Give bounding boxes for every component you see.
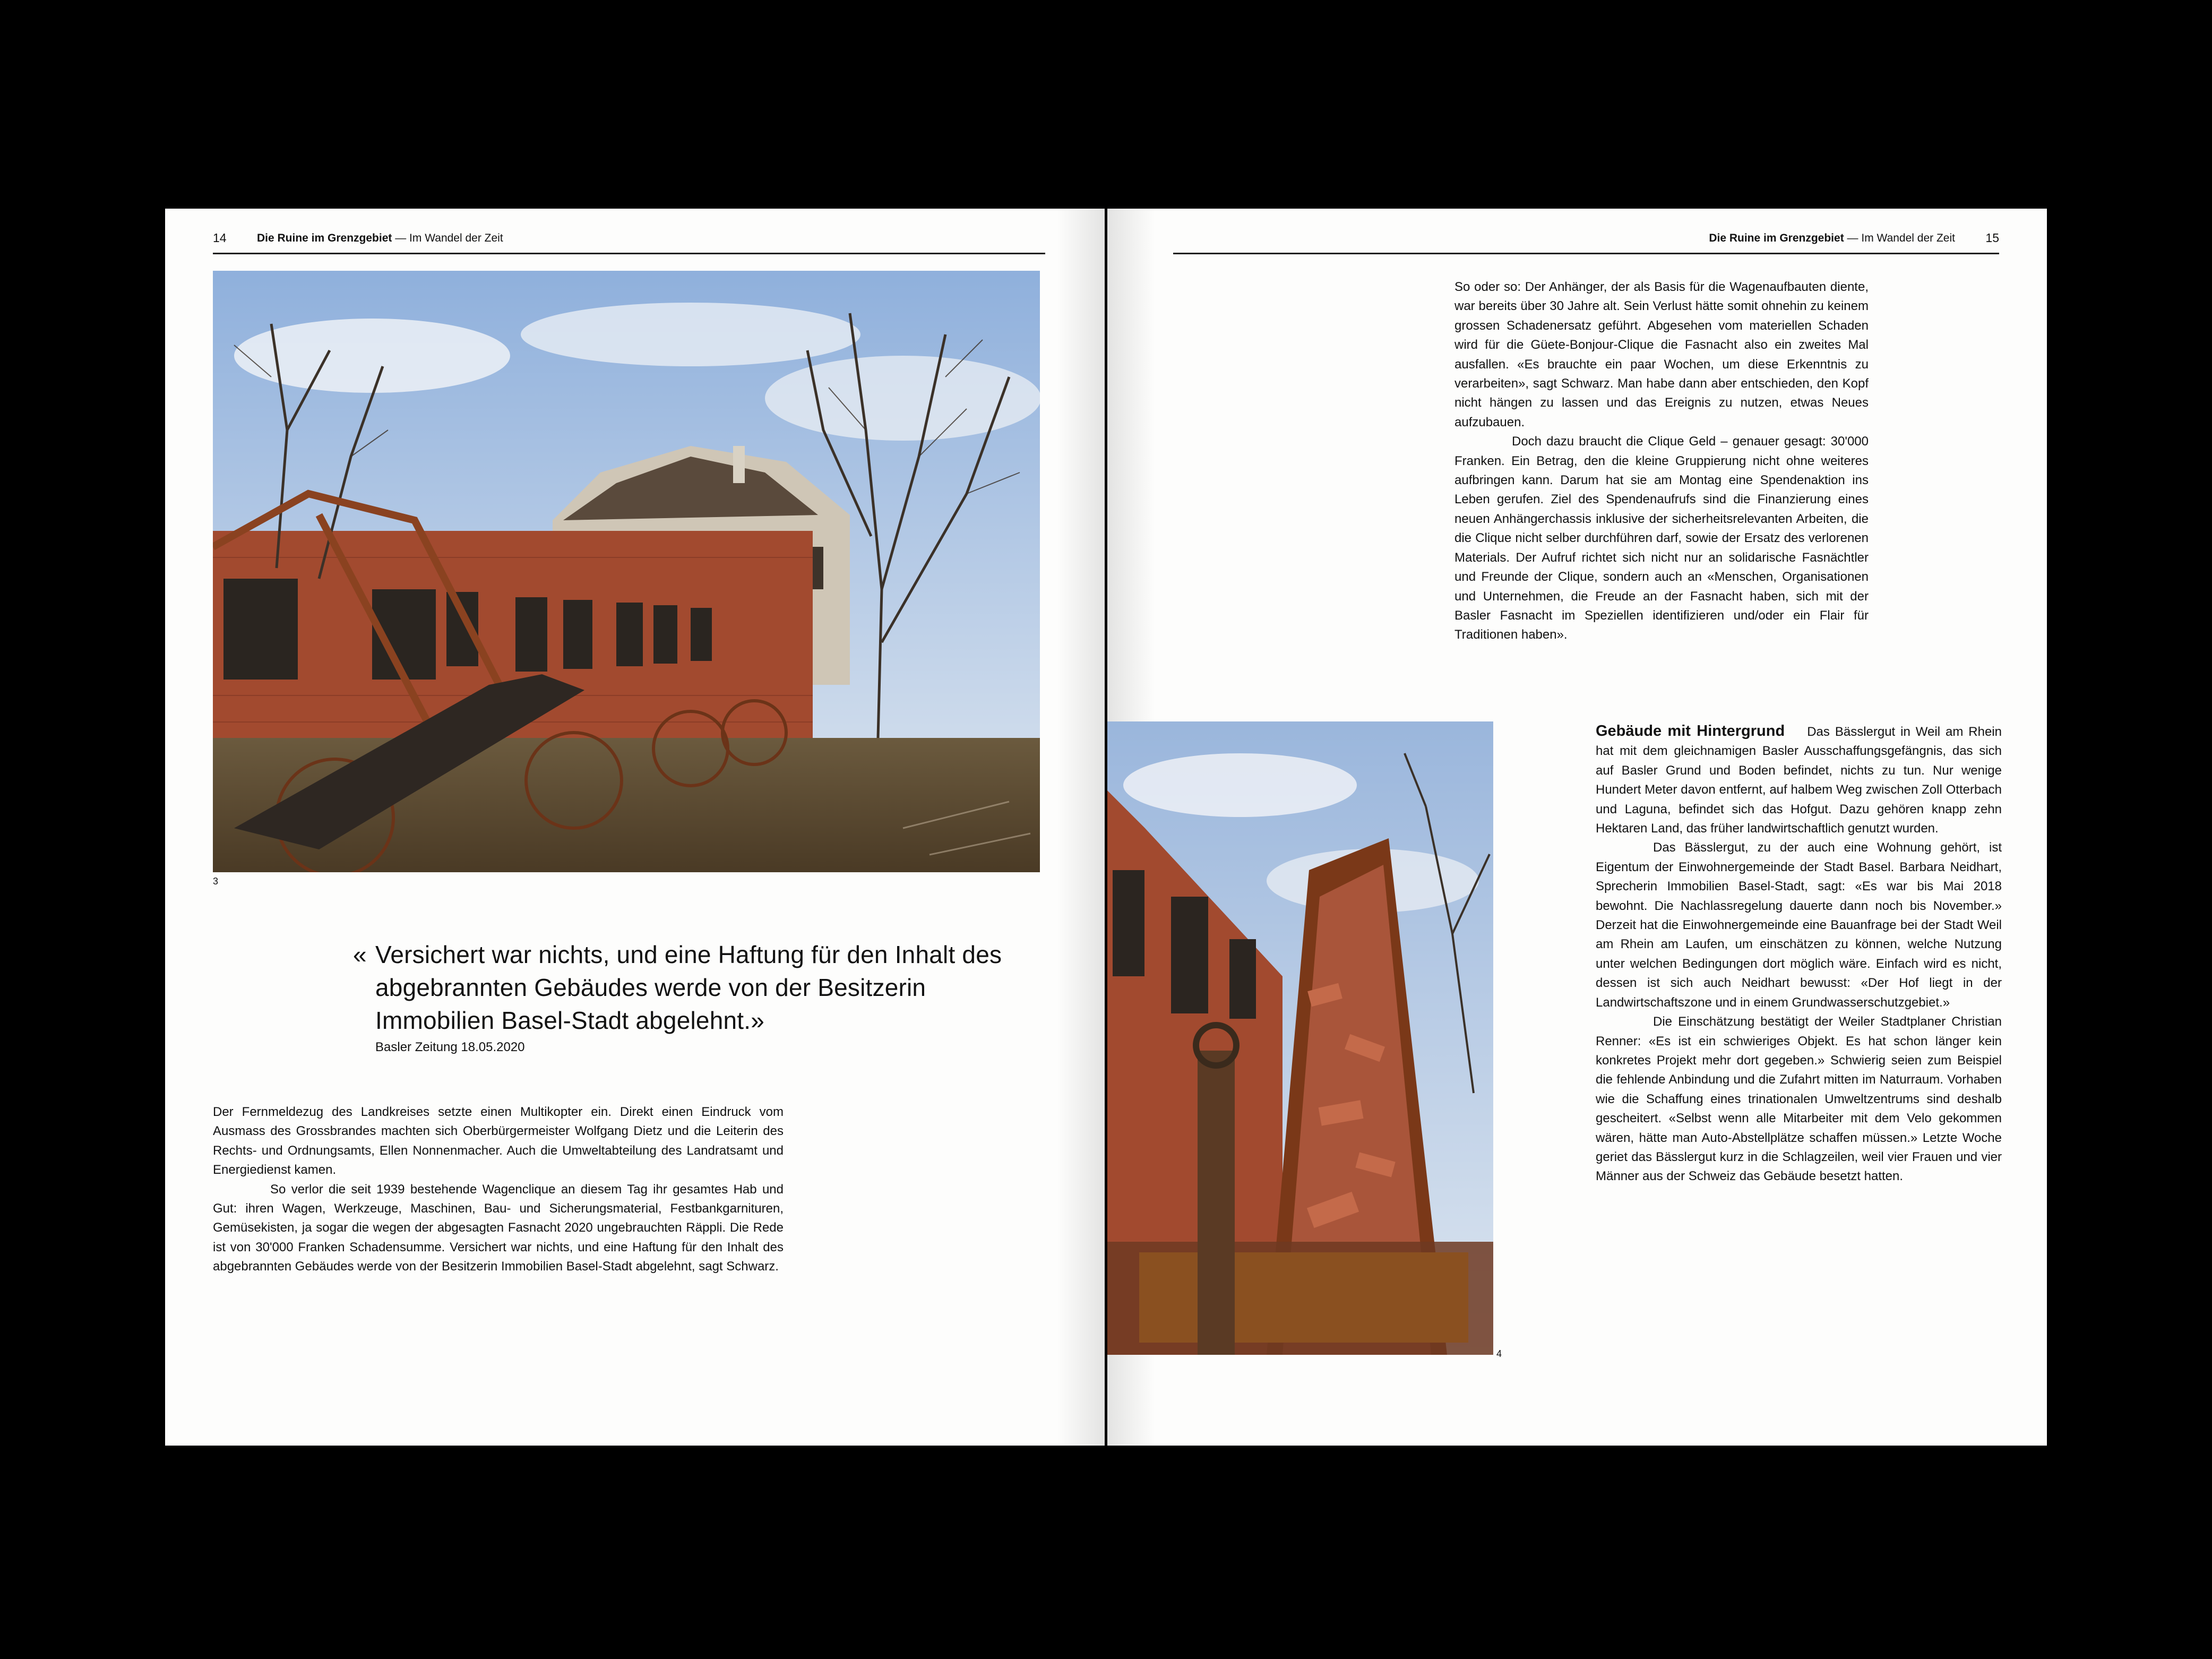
paragraph-text: Das Bässlergut in Weil am Rhein hat mit dem gleichnamigen Basler Ausschaffungsgefängnis, das sich auf Basler Grund und Boden befindet, nichts zu tun. Nur wenige Hundert Meter davon entfernt, auf halbem Weg zwischen Zoll Otterbach und Laguna, befindet sich das Hofgut. Dazu gehören knapp zehn Hektaren Land, das früher landwirtschaftlich genutzt wurden. bbox=[1596, 725, 2002, 836]
photo-burned-building bbox=[213, 271, 1040, 872]
running-header-title: Die Ruine im Grenzgebiet bbox=[1709, 232, 1844, 244]
running-header bbox=[1709, 231, 1955, 245]
running-header-subtitle: — Im Wandel der Zeit bbox=[1844, 232, 1955, 244]
figure-number: 3 bbox=[213, 876, 219, 887]
body-text-right-top bbox=[1454, 278, 1869, 645]
quote-open-mark: « bbox=[353, 941, 367, 968]
running-header-subtitle: — Im Wandel der Zeit bbox=[392, 232, 503, 244]
quote-source: Basler Zeitung 18.05.2020 bbox=[375, 1040, 525, 1054]
paragraph: Die Einschätzung bestätigt der Weiler Stadtplaner Christian Renner: «Es ist ein schwieriges Objekt. Es hat schon länger kein konkretes Projekt mehr dort gegeben.» Schwierig seien zum Beispiel die fehlende Anbindung und die Zufahrt mitten im Naturraum. Vorhaben wie die Schaffung eines trinationalen Umweltzentrums sind deshalb gescheitert. «Selbst wenn alle Mitarbeiter mit dem Velo gekommen wären, hätte man Auto-Abstellplätze schaffen müssen.» Letzte Woche geriet das Bässlergut kurz in die Schlagzeilen, weil vier Frauen und vier Männer aus der Schweiz das Gebäude besetzt hatten. bbox=[1596, 1015, 2002, 1184]
header-rule bbox=[1173, 253, 1999, 254]
paragraph bbox=[1596, 721, 2002, 838]
pull-quote-text: Versichert war nichts, und eine Haftung für den Inhalt des abgebrannten Gebäudes werde von der Besitzerin Immobilien Basel-Stadt abgelehnt.» bbox=[375, 941, 1002, 1034]
paragraph: So oder so: Der Anhänger, der als Basis für die Wagenaufbauten diente, war bereits über 30 Jahre alt. Sein Verlust hätte somit ohnehin zu keinem grossen Schadenersatz geführt. Abgesehen vom materiellen Schaden wird für die Güete-Bonjour-Clique die Fasnacht also ein zweites Mal ausfallen. «Es brauchte ein paar Wochen, um diese Erkenntnis zu verarbeiten», sagt Schwarz. Man habe dann aber entschieden, den Kopf nicht hängen zu lassen und das Ereignis zu nutzen, etwas Neues aufzubauen. bbox=[1454, 280, 1869, 429]
page-number: 14 bbox=[213, 231, 227, 245]
paragraph: Der Fernmeldezug des Landkreises setzte einen Multikopter ein. Direkt einen Eindruck vom Ausmass des Grossbrandes machten sich Oberbürgermeister Wolfgang Dietz und die Leiterin des Rechts- und Ordnungsamts, Ellen Nonnenmacher. Auch die Umweltabteilung des Landratsamt und Energiedienst kamen. bbox=[213, 1105, 784, 1177]
running-header bbox=[257, 231, 503, 245]
paragraph: So verlor die seit 1939 bestehende Wagenclique an diesem Tag ihr gesamtes Hab und Gut: ihren Wagen, Werkzeuge, Maschinen, Bau- und Sicherungsmaterial, Festbankgarnituren, Gemüsekisten, ja sogar die wegen der abgesagten Fasnacht 2020 ungebrauchten Räppli. Die Rede ist von 30'000 Franken Schadensumme. Versichert war nichts, und eine Haftung für den Inhalt des abgebrannten Gebäudes werde von der Besitzerin Immobilien Basel-Stadt abgelehnt, sagt Schwarz. bbox=[213, 1182, 784, 1274]
header-rule bbox=[213, 253, 1045, 254]
body-text-right-lower bbox=[1596, 721, 2002, 1187]
pull-quote bbox=[353, 938, 1012, 1037]
left-page bbox=[165, 209, 1105, 1446]
paragraph: Das Bässlergut, zu der auch eine Wohnung gehört, ist Eigentum der Einwohnergemeinde der Stadt Basel. Barbara Neidhart, Sprecherin Immobilien Basel-Stadt, sagt: «Es war bis Mai 2018 bewohnt. Die Nachlassregelung dauerte dann noch bis November.» Derzeit hat die Einwohnergemeinde eine Bauanfrage bei der Stadt Weil am Rhein am Laufen, um einschätzen zu können, welche Nutzung unter welchen Bedingungen dort möglich wäre. Einfach wird es nicht, dessen ist sich auch Neidhart bewusst: «Der Hof liegt in der Landwirtschaftszone und in einem Grundwasserschutzgebiet.» bbox=[1596, 840, 2002, 1010]
body-text-left bbox=[213, 1103, 784, 1277]
running-header-title: Die Ruine im Grenzgebiet bbox=[257, 232, 392, 244]
photo-debris-chute bbox=[1107, 721, 1493, 1355]
page-number: 15 bbox=[1985, 231, 1999, 245]
section-subhead: Gebäude mit Hintergrund bbox=[1596, 723, 1785, 740]
paragraph: Doch dazu braucht die Clique Geld – genauer gesagt: 30'000 Franken. Ein Betrag, den die kleine Gruppierung nicht ohne weiteres aufbringen kann. Darum hat sie am Montag eine Spendenaktion ins Leben gerufen. Ziel des Spendenaufrufs sind die Finanzierung eines neuen Anhängerchassis inklusive der sicherheitsrelevanten Arbeiten, die die Clique nicht selber durchführen darf, sowie der Ersatz des verlorenen Materials. Der Aufruf richtet sich nicht nur an solidarische Fasnächtler und Freunde der Clique, sondern auch an «Menschen, Organisationen und Unternehmen, die Freude an der Fasnacht haben, sich mit der Basler Fasnacht im Speziellen identifizieren und/oder ein Flair für Traditionen haben». bbox=[1454, 434, 1869, 642]
figure-number: 4 bbox=[1496, 1348, 1502, 1359]
right-page bbox=[1107, 209, 2047, 1446]
gutter-shadow bbox=[1057, 209, 1105, 1446]
